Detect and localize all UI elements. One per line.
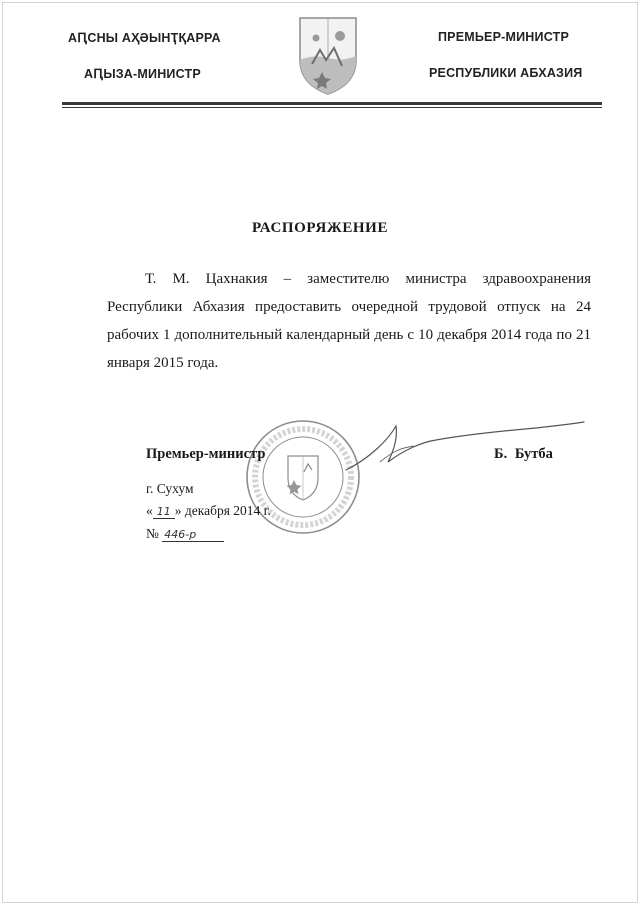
header-right-line2: РЕСПУБЛИКИ АБХАЗИЯ xyxy=(429,66,583,80)
signatory-position: Премьер-министр xyxy=(146,446,266,462)
header-rule-thin xyxy=(62,107,602,108)
document-body: Т. М. Цахнакия – заместителю министра здравоохранения Республики Абхазия предоставить очередной трудовой отпуск на 24 рабочих 1 дополнительный календарный день с 10 декабря 2014 года по 21 января 2015 года. xyxy=(107,271,591,371)
date-day: 11 xyxy=(153,506,175,519)
issue-city: г. Сухум xyxy=(146,481,194,496)
coat-of-arms-icon xyxy=(296,14,360,96)
header-left-line1: АԤСНЫ АҲӘЫНҬҚАРРА xyxy=(68,31,221,45)
header-left-line2: АԤЫЗА-МИНИСТР xyxy=(84,67,201,81)
number-value: 446-р xyxy=(162,529,224,542)
number-prefix: № xyxy=(146,526,159,541)
header-right-line1: ПРЕМЬЕР-МИНИСТР xyxy=(438,30,569,44)
header-rule-thick xyxy=(62,102,602,105)
document-title: РАСПОРЯЖЕНИЕ xyxy=(251,220,389,236)
order-number xyxy=(146,526,224,542)
date-open-quote: « xyxy=(146,503,153,518)
issue-date xyxy=(146,503,271,519)
date-rest: » декабря 2014 г. xyxy=(174,503,272,518)
signatory-name: Б. Бутба xyxy=(494,446,553,462)
